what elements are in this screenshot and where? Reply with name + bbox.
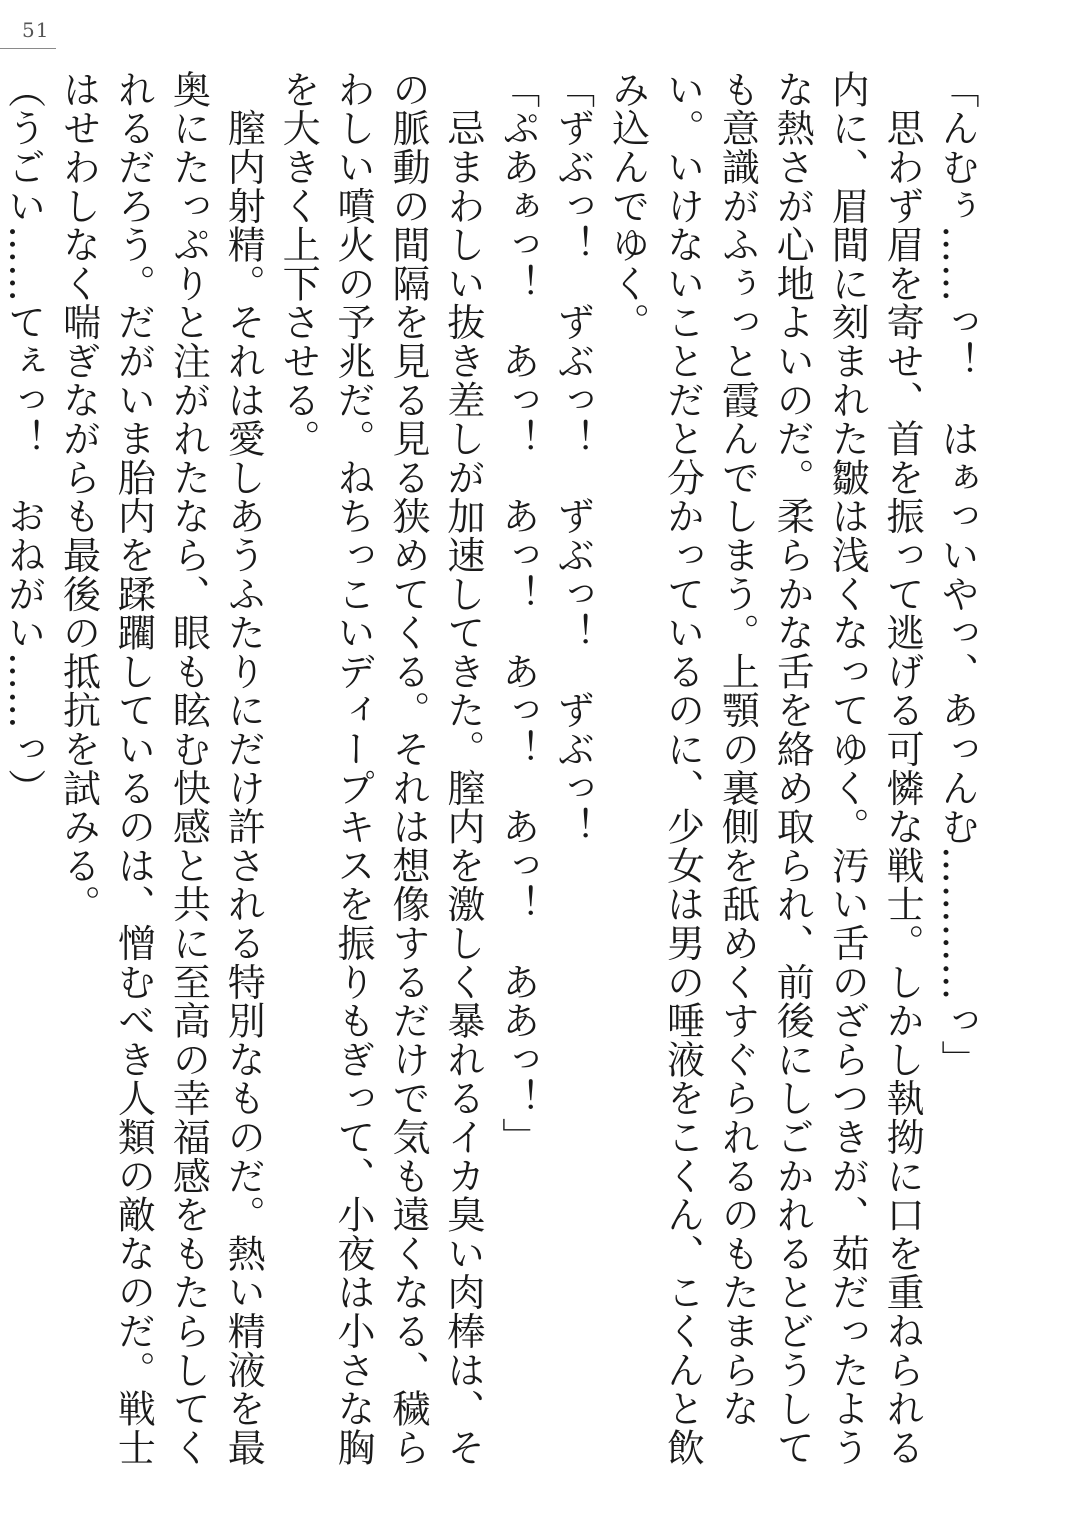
paragraph: （うごい……てぇっ！ おねがい……っ） [1, 70, 46, 808]
paragraph: 「ぷあぁっ！ あっ！ あっ！ あっ！ あっ！ ああっ！」 [495, 70, 540, 1157]
paragraph: 忌まわしい抜き差しが加速してきた。膣内を激しく暴れるイカ臭い肉棒は、その脈動の間隔を見る見る狭めてくる。それは想像するだけで気も遠くなる、穢らわしい噴火の予兆だ。ねちっこいディープキスを振りもぎって、小夜は小さな胸を大きく上下させる。 [276, 70, 485, 1467]
paragraph: 「んむぅ……っ！ はぁっいやっ、あっんむ…………っ」 [935, 70, 979, 1079]
paragraph: 「ずぶっ！ ずぶっ！ ずぶっ！ ずぶっ！ [550, 70, 595, 846]
paragraph: 膣内射精。それは愛しあうふたりにだけ許される特別なものだ。熱い精液を最奥にたっぷりと注がれたなら、眼も眩む快感と共に至高の幸福感をもたらしてくれるだろう。だがいま胎内を蹂躙しているのは、憎むべき人類の敵なのだ。戦士はせわしなく喘ぎながらも最後の抵抗を試みる。 [56, 70, 266, 1467]
paragraph: 思わず眉を寄せ、首を振って逃げる可憐な戦士。しかし執拗に口を重ねられる内に、眉間に刻まれた皺は浅くなってゆく。汚い舌のざらつきが、茹だったような熱さが心地よいのだ。柔らかな舌を絡め取られ、前後にしごかれるとどうしても意識がふぅっと霞んでしまう。上顎の裏側を舐めくすぐられるのもたまらない。いけないことだと分かっているのに、少女は男の唾液をこくん、こくんと飲み込んでゆく。 [605, 70, 925, 1467]
page-number-rule [0, 48, 56, 49]
page-number: 51 [22, 18, 50, 42]
vertical-text-body [1, 70, 984, 1470]
